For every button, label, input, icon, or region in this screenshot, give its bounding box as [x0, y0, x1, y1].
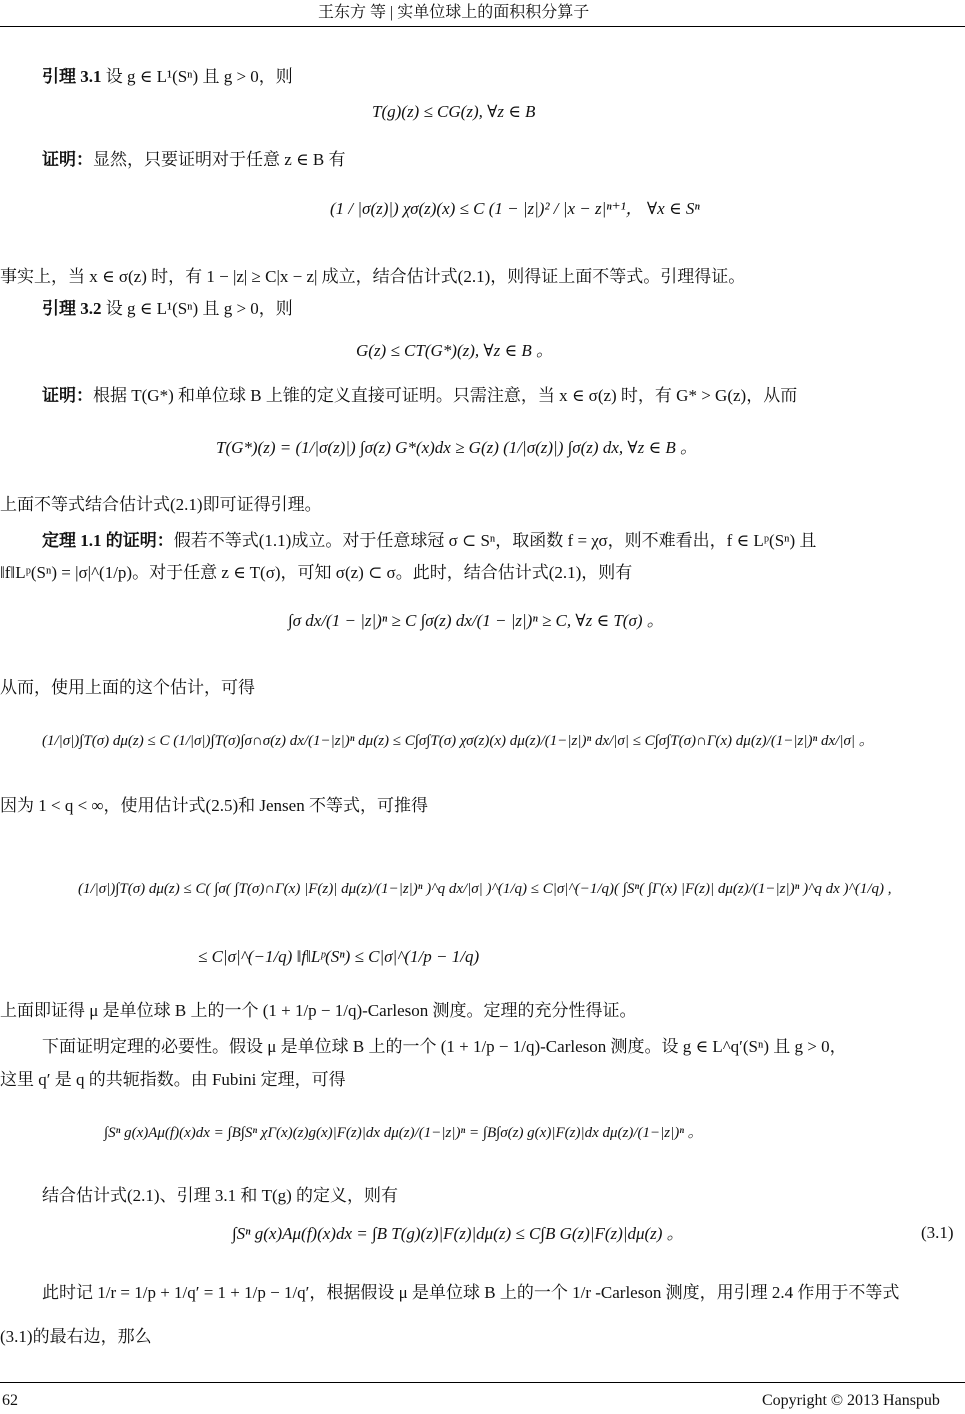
running-header: 王东方 等 | 实单位球上的面积积分算子	[318, 4, 590, 21]
lemma-3-1-label: 引理 3.1	[42, 67, 102, 86]
theorem-1-1-text-4: 因为 1 < q < ∞，使用估计式(2.5)和 Jensen 不等式，可推得	[0, 796, 428, 815]
lemma-3-1-formula: T(g)(z) ≤ CG(z), ∀z ∈ B	[372, 102, 536, 121]
theorem-1-1-formula-2: (1/|σ|)∫T(σ) dμ(z) ≤ C (1/|σ|)∫T(σ)∫σ∩σ(z) dx/(1−|z|)ⁿ dμ(z) ≤ C∫σ∫T(σ) χσ(z)(x) dμ(z)/(1−|z|)ⁿ dx/|σ| ≤ C∫σ∫T(σ)∩Γ(x) dμ(z)/(1−|z|)ⁿ dx/|σ| 。	[42, 733, 874, 749]
theorem-1-1-text-1: 假若不等式(1.1)成立。对于任意球冠 σ ⊂ Sⁿ，取函数 f = χσ，则不难看出，f ∈ Lᵖ(Sⁿ) 且	[173, 531, 817, 550]
equation-number-3-1: (3.1)	[921, 1223, 954, 1242]
lemma-3-1-proof-formula: (1 / |σ(z)|) χσ(z)(x) ≤ C (1 − |z|)² / |x − z|ⁿ⁺¹， ∀x ∈ Sⁿ	[330, 199, 700, 218]
theorem-1-1-text-3: 从而，使用上面的这个估计，可得	[0, 678, 255, 697]
header-rule	[0, 26, 965, 27]
lemma-3-1-text: 设 g ∈ L¹(Sⁿ) 且 g > 0，则	[105, 67, 293, 86]
theorem-1-1-text-9: 此时记 1/r = 1/p + 1/q′ = 1 + 1/p − 1/q′，根据假设 μ 是单位球 B 上的一个 1/r -Carleson 测度，用引理 2.4 作用于不等式	[42, 1283, 900, 1302]
lemma-3-2-formula: G(z) ≤ CT(G*)(z), ∀z ∈ B 。	[356, 341, 553, 360]
lemma-3-2-proof-end: 上面不等式结合估计式(2.1)即可证得引理。	[0, 495, 322, 514]
lemma-3-1-proof-end: 事实上，当 x ∈ σ(z) 时，有 1 − |z| ≥ C|x − z| 成立，结合估计式(2.1)，则得证上面不等式。引理得证。	[0, 267, 746, 286]
theorem-1-1-proof-line-2: ‖f‖Lᵖ(Sⁿ) = |σ|^(1/p)。对于任意 z ∈ T(σ)，可知 σ(z) ⊂ σ。此时，结合估计式(2.1)，则有	[0, 563, 633, 582]
footer-rule	[0, 1382, 965, 1383]
theorem-1-1-formula-5: ∫Sⁿ g(x)Aμ(f)(x)dx = ∫B∫Sⁿ χΓ(x)(z)g(x)|F(z)|dx dμ(z)/(1−|z|)ⁿ = ∫B∫σ(z) g(x)|F(z)|dx dμ(z)/(1−|z|)ⁿ 。	[104, 1125, 703, 1141]
theorem-1-1-text-7: 这里 q′ 是 q 的共轭指数。由 Fubini 定理，可得	[0, 1070, 346, 1089]
proof-text: 显然，只要证明对于任意 z ∈ B 有	[93, 150, 346, 169]
lemma-3-2-label: 引理 3.2	[42, 299, 102, 318]
copyright-notice: Copyright © 2013 Hanspub	[762, 1392, 940, 1409]
theorem-1-1-text-10: (3.1)的最右边，那么	[0, 1327, 152, 1346]
theorem-1-1-label: 定理 1.1 的证明：	[42, 531, 174, 550]
lemma-3-2-proof-formula: T(G*)(z) = (1/|σ(z)|) ∫σ(z) G*(x)dx ≥ G(z) (1/|σ(z)|) ∫σ(z) dx, ∀z ∈ B 。	[216, 438, 697, 457]
proof-label: 证明：	[42, 150, 93, 169]
theorem-1-1-formula-1: ∫σ dx/(1 − |z|)ⁿ ≥ C ∫σ(z) dx/(1 − |z|)ⁿ ≥ C, ∀z ∈ T(σ) 。	[288, 611, 664, 630]
theorem-1-1-text-8: 结合估计式(2.1)、引理 3.1 和 T(g) 的定义，则有	[42, 1186, 399, 1205]
proof-label: 证明：	[42, 386, 93, 405]
theorem-1-1-formula-4: ≤ C|σ|^(−1/q) ‖f‖Lᵖ(Sⁿ) ≤ C|σ|^(1/p − 1/q)	[198, 947, 480, 966]
proof-text: 根据 T(G*) 和单位球 B 上锥的定义直接可证明。只需注意，当 x ∈ σ(z) 时，有 G* > G(z)，从而	[93, 386, 798, 405]
theorem-1-1-formula-6: ∫Sⁿ g(x)Aμ(f)(x)dx = ∫B T(g)(z)|F(z)|dμ(z) ≤ C∫B G(z)|F(z)|dμ(z) 。	[232, 1224, 684, 1243]
lemma-3-2-proof-intro	[42, 385, 797, 407]
lemma-3-2-text: 设 g ∈ L¹(Sⁿ) 且 g > 0，则	[105, 299, 293, 318]
page-number: 62	[2, 1392, 18, 1409]
theorem-1-1-text-5: 上面即证得 μ 是单位球 B 上的一个 (1 + 1/p − 1/q)-Carleson 测度。定理的充分性得证。	[0, 1001, 637, 1020]
theorem-1-1-text-6: 下面证明定理的必要性。假设 μ 是单位球 B 上的一个 (1 + 1/p − 1/q)-Carleson 测度。设 g ∈ L^q′(Sⁿ) 且 g > 0，	[42, 1037, 847, 1056]
lemma-3-1-proof-intro	[42, 149, 345, 171]
theorem-1-1-proof-line-1	[42, 530, 816, 552]
lemma-3-2-statement	[42, 298, 293, 320]
theorem-1-1-formula-3: (1/|σ|)∫T(σ) dμ(z) ≤ C( ∫σ( ∫T(σ)∩Γ(x) |F(z)| dμ(z)/(1−|z|)ⁿ )^q dx/|σ| )^(1/q) ≤ C|σ|^(−1/q)( ∫Sⁿ( ∫Γ(x) |F(z)| dμ(z)/(1−|z|)ⁿ )^q dx )^(1/q) ,	[78, 881, 892, 897]
lemma-3-1-statement	[42, 66, 293, 88]
